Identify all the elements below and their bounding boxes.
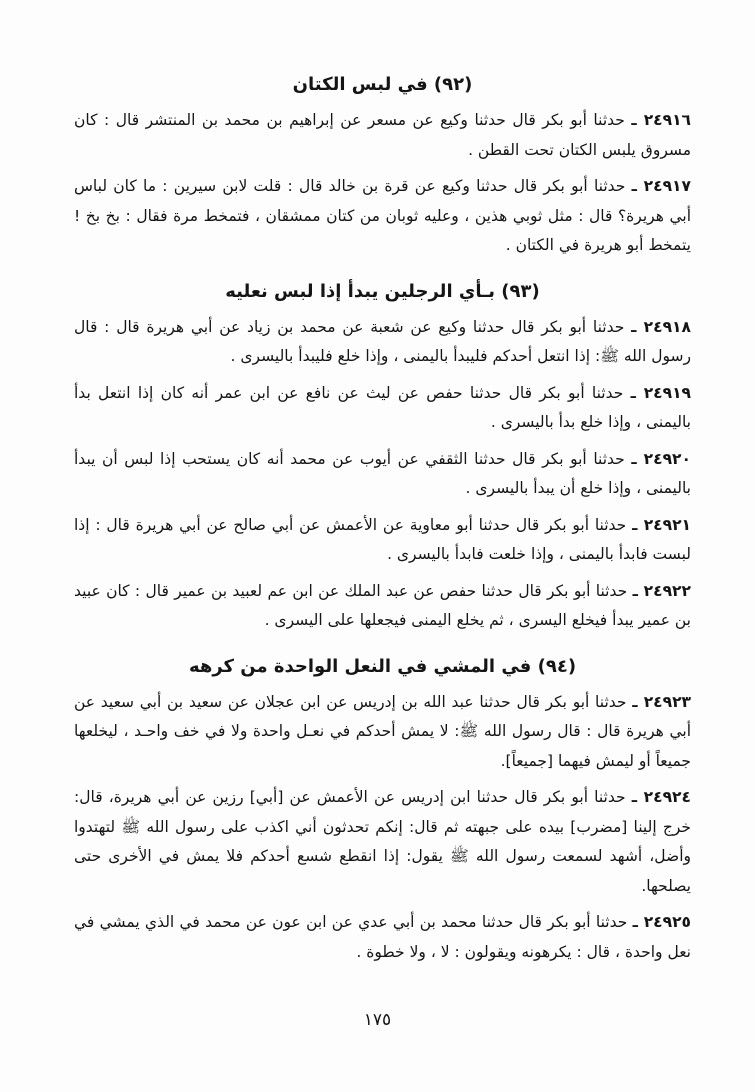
hadith-24917 (74, 172, 691, 261)
hadith-24923 (74, 688, 691, 777)
hadith-24918 (74, 313, 691, 372)
hadith-text: حدثنا أبو بكر قال حدثنا وكيع عن قرة بن خالد قال : قلت لابن سيرين : ما كان لباس أبي هريرة؟ قال : مثل ثوبي هذين ، وعليه ثوبان من كتان ممشقان ، فتمخط مرة فقال : بخ بخ ! يتمخط أبو هريرة في الكتان . (74, 177, 691, 254)
hadith-text: حدثنا أبو بكر قال حدثنا حفص عن ليث عن نافع عن ابن عمر أنه كان إذا انتعل بدأ باليمنى ، وإذا خلع بدأ باليسرى . (74, 383, 691, 431)
page-body (74, 70, 691, 974)
hadith-24919 (74, 379, 691, 438)
hadith-number: ٢٤٩٢٠ ـ (631, 449, 691, 468)
chapter-92 (74, 70, 691, 261)
hadith-24922 (74, 577, 691, 636)
chapter-93 (74, 277, 691, 636)
chapter-title: (٩٢) في لبس الكتان (292, 74, 473, 95)
hadith-text: حدثنا أبو بكر قال حدثنا حفص عن عبد الملك عن ابن عم لعبيد بن عمير قال : كان عبيد بن عمير يبدأ فيخلع اليسرى ، ثم يخلع اليمنى فيجعلها على اليسرى . (74, 581, 691, 629)
hadith-number: ٢٤٩١٨ ـ (631, 317, 691, 336)
hadith-text: حدثنا أبو بكر قال حدثنا الثقفي عن أيوب عن محمد أنه كان يستحب إذا لبس أن يبدأ باليمنى ، وإذا خلع أن يبدأ باليسرى . (74, 449, 691, 497)
hadith-24924 (74, 783, 691, 901)
hadith-24916 (74, 106, 691, 165)
hadith-number: ٢٤٩٢٢ ـ (632, 581, 691, 600)
chapter-title: (٩٣) بـأي الرجلين يبدأ إذا لبس نعليه (225, 280, 540, 302)
chapter-94 (74, 652, 691, 968)
hadith-text: حدثنا أبو بكر قال حدثنا وكيع عن مسعر عن إبراهيم بن محمد بن المنتشر قال : كان مسروق يلبس الكتان تحت القطن . (74, 111, 691, 159)
page-number: ١٧٥ (363, 1010, 392, 1030)
hadith-24921 (74, 511, 691, 570)
hadith-text: حدثنا أبو بكر قال حدثنا محمد بن أبي عدي عن ابن عون عن محمد في الذي يمشي في نعل واحدة ، قال : يكرهونه ويقولون : لا ، ولا خطوة . (74, 913, 691, 961)
chapter-title: (٩٤) في المشي في النعل الواحدة من كرهه (188, 655, 577, 677)
hadith-text: حدثنا أبو بكر قال حدثنا أبو معاوية عن الأعمش عن أبي صالح عن أبي هريرة قال : إذا لبست فابدأ باليمنى ، وإذا خلعت فابدأ باليسرى . (74, 515, 691, 563)
hadith-number: ٢٤٩٢٥ ـ (632, 913, 691, 931)
hadith-text: حدثنا أبو بكر قال حدثنا عبد الله بن إدريس عن ابن عجلان عن سعيد بن أبي سعيد عن أبي هريرة قال : قال رسول الله ﷺ: لا يمش أحدكم في نعـل واحدة ولا في خف واحـد ، ليخلعها جميعاً أو ليمش فيهما [جميعاً]. (74, 692, 691, 770)
hadith-number: ٢٤٩٢٣ ـ (632, 692, 691, 711)
hadith-number: ٢٤٩١٦ ـ (631, 111, 691, 129)
hadith-number: ٢٤٩١٧ ـ (631, 177, 691, 195)
hadith-24920 (74, 445, 691, 504)
hadith-text: حدثنا أبو بكر قال حدثنا وكيع عن شعبة عن محمد بن زياد عن أبي هريرة قال : قال رسول الله ﷺ: إذا انتعل أحدكم فليبدأ باليمنى ، وإذا خلع فليبدأ باليسرى . (74, 317, 691, 365)
hadith-number: ٢٤٩١٩ ـ (630, 383, 691, 402)
hadith-text: حدثنا أبو بكر قال حدثنا ابن إدريس عن الأعمش عن [أبي] رزين عن أبي هريرة، قال: خرج إلينا [مضرب] بيده على جبهته ثم قال: إنكم تحدثون أني اكذب على رسول الله ﷺ لتهتدوا وأضل، أشهد لسمعت رسول الله ﷺ يقول: إذا انقطع شسع أحدكم فلا يمش في الأخرى حتى يصلحها. (74, 788, 691, 895)
hadith-number: ٢٤٩٢٤ ـ (631, 788, 691, 806)
hadith-24925 (74, 908, 691, 967)
hadith-number: ٢٤٩٢١ ـ (632, 515, 691, 534)
